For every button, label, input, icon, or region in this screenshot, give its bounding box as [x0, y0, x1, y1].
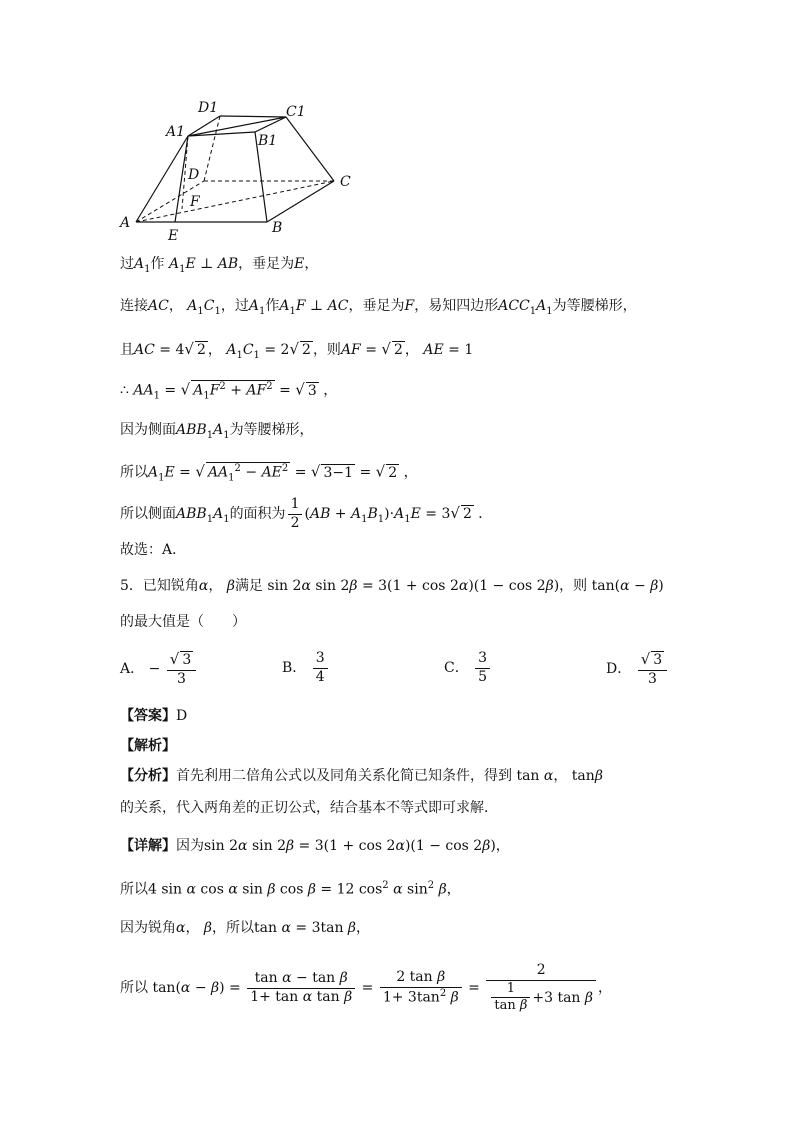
- question-5-line-2: 的最大值是（ ）: [120, 614, 246, 630]
- answer-line: [120, 708, 187, 725]
- frustum-diagram: [112, 92, 362, 242]
- detail-line-4: 所以 tan(α − β) = $\frac{\text{tan α − tan β}}{\text{1+ tan α tan β}}$ = $\frac{\text{2 tan β}}{1+ 3\tan^2 \beta}$ = 2 $\frac{1}{\text{tan β}}$ +3 tan β ，: [120, 962, 612, 1013]
- fenxi-line-1: 【分析】首先利用二倍角公式以及同角关系化简已知条件，得到 tan α， tanβ: [120, 768, 603, 784]
- answer-value: D: [176, 708, 188, 724]
- solution-line-2: 连接AC， $A_1C_1$，过$A_1$作$A_1F$ ⊥ AC，垂足为F，易知四边形$ACC_1A_1$为等腰梯形，: [120, 298, 637, 317]
- answer-tag: 【答案】: [120, 708, 176, 724]
- label-d: D: [188, 167, 200, 183]
- label-f: F: [190, 194, 200, 210]
- detail-line-1: 【详解】因为sin 2α sin 2β = 3(1 + cos 2α)(1 − cos 2β)，: [120, 838, 510, 854]
- detail-line-3: 因为锐角α， β，所以tan α = 3tan β，: [120, 920, 371, 936]
- label-e: E: [168, 228, 179, 242]
- edge-aa1: [136, 136, 188, 222]
- option-c[interactable]: C． $\frac{3}{5}$: [444, 650, 492, 686]
- detail-line-2: 所以4 sin α cos α sin β cos β = 12 $\cos^2 \alpha$ $\sin^2 \beta$，: [120, 880, 461, 898]
- diag-ac: [136, 181, 334, 222]
- question-5-line-1: 5．已知锐角α， β满足 sin 2α sin 2β = 3(1 + cos 2α)(1 − cos 2β)，则 tan(α − β): [120, 578, 664, 594]
- solution-line-6: 所以$A_1E$ = √ $AA_1^2 - AE^2$ = √ 3−1 = √ 2 ，: [120, 462, 418, 484]
- label-d1: D1: [198, 100, 219, 116]
- label-b: B: [272, 220, 283, 236]
- edge-cc1: [286, 117, 334, 181]
- solution-line-5: 因为侧面$ABB_1A_1$为等腰梯形，: [120, 422, 314, 441]
- option-b[interactable]: B． $\frac{3}{4}$: [282, 650, 330, 686]
- label-c1: C1: [286, 104, 306, 120]
- edge-b1c1: [255, 117, 286, 132]
- label-c: C: [340, 174, 351, 190]
- segment-a1e: [175, 136, 188, 222]
- edge-dd1: [204, 116, 220, 181]
- edge-c1d1: [220, 116, 286, 117]
- label-a: A: [120, 215, 131, 231]
- solution-line-4: ∴ $AA_1$ = √ $A_1F^2 + AF^2$ = √ 3 ，: [120, 380, 338, 402]
- solution-line-8: 故选：A．: [120, 542, 187, 558]
- label-b1: B1: [258, 133, 278, 149]
- option-d[interactable]: D． $\frac{√ 3}{3}$: [606, 650, 669, 688]
- edge-bc: [267, 181, 334, 222]
- option-a[interactable]: A． − $\frac{√ 3}{3}$: [120, 650, 198, 688]
- analysis-line: 【解析】: [120, 738, 176, 754]
- solution-line-7: 所以侧面$ABB_1A_1$的面积为 $\frac{1}{2}$ $(AB + A_1B_1)\cdot A_1E = 3√$ 2 ．: [120, 496, 493, 531]
- frustum-figure: [112, 92, 362, 242]
- solution-line-1: 过$A_1$作 $A_1E$ ⊥ AB，垂足为E，: [120, 256, 319, 275]
- fenxi-line-2: 的关系，代入两角差的正切公式，结合基本不等式即可求解．: [120, 800, 498, 816]
- label-a1: A1: [166, 124, 186, 140]
- solution-line-3: 且AC = 4√ 2 ， $A_1C_1 = 2√$ 2 ，则AF = √ 2 ， AE = 1: [120, 340, 474, 361]
